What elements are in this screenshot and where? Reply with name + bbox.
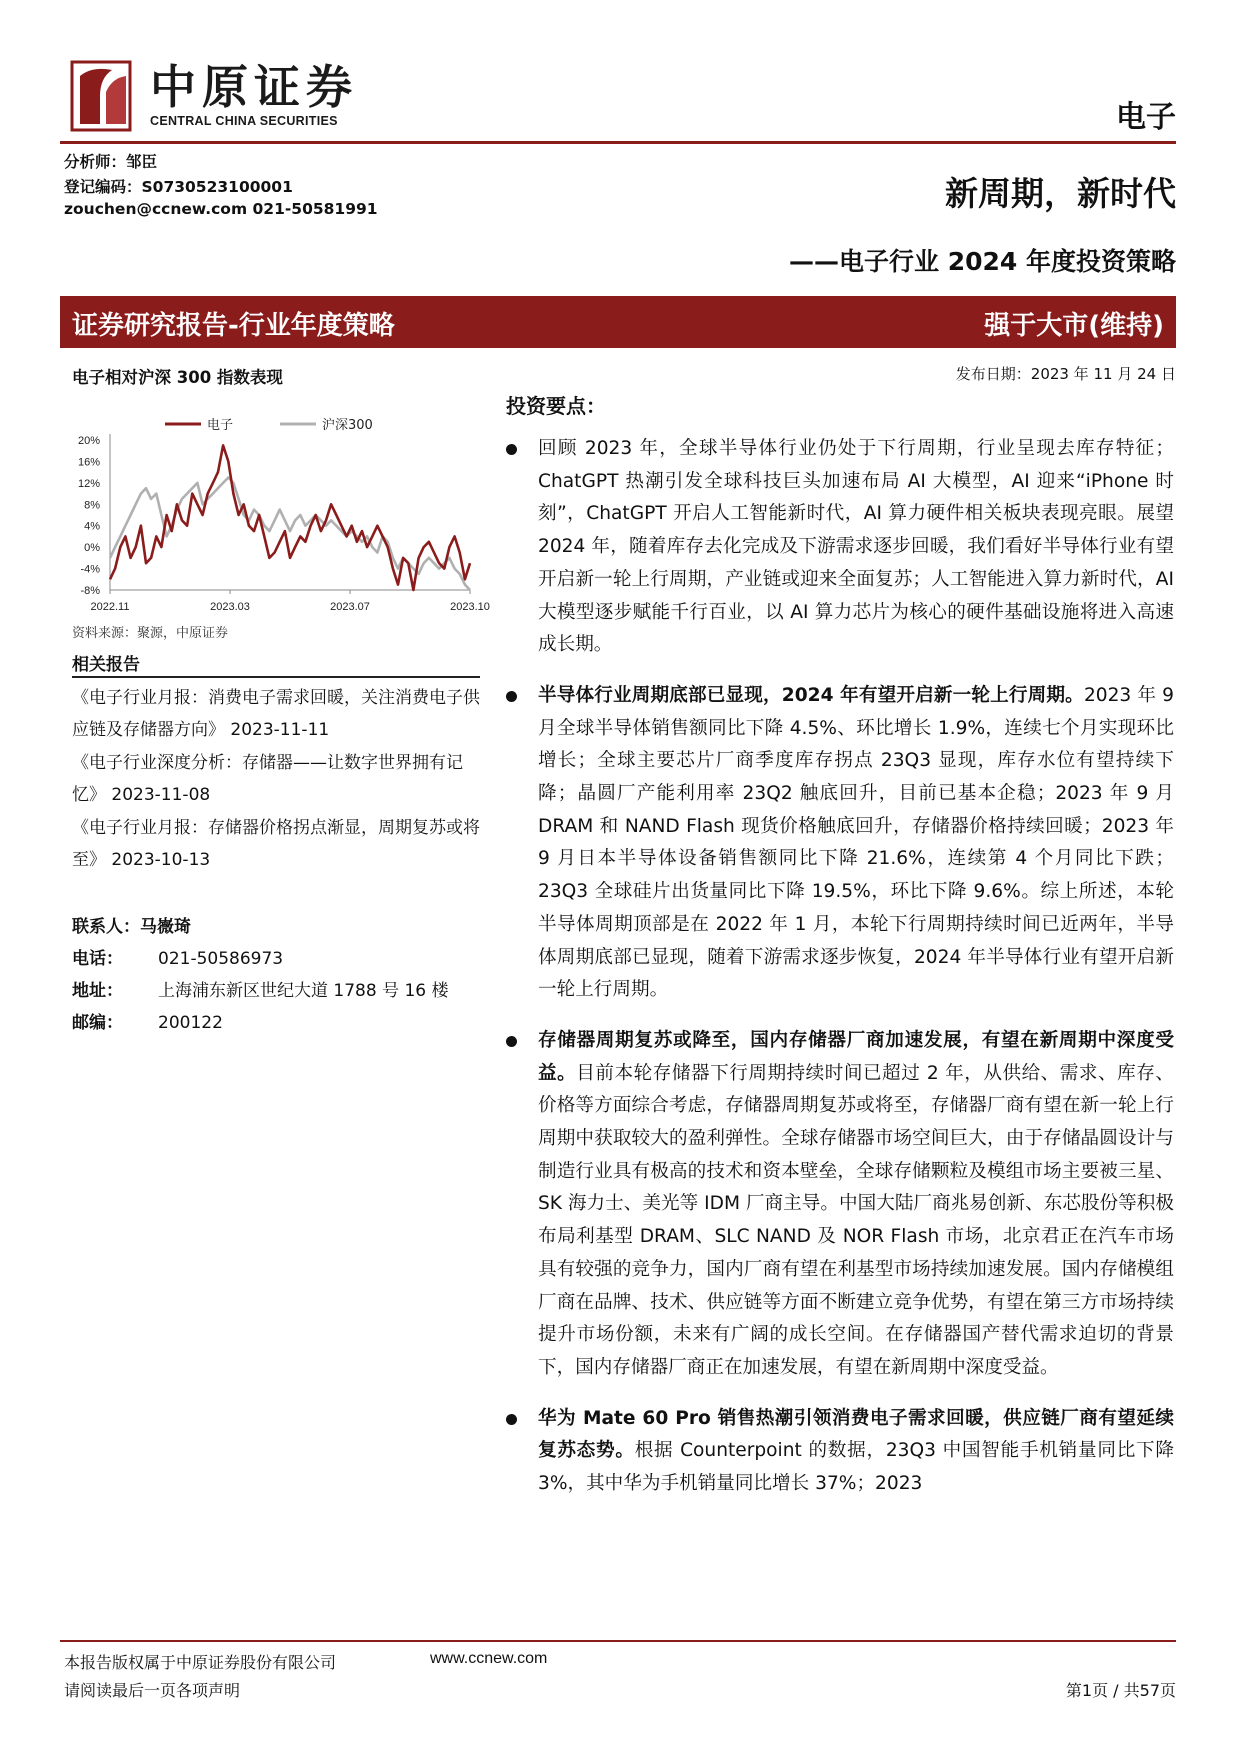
analyst-registration: 登记编码：S0730523100001 (64, 178, 293, 196)
report-type-banner (60, 296, 1176, 348)
contact-person-row (72, 912, 191, 937)
legend-label: 沪深300 (322, 418, 373, 433)
analyst-contact: zouchen@ccnew.com 021-50581991 (64, 200, 378, 218)
contact-person-label: 联系人： (72, 917, 140, 937)
highlight-item (506, 433, 1174, 662)
contact-address: 上海浦东新区世纪大道 1788 号 16 楼 (158, 981, 449, 1001)
related-reports-heading: 相关报告 (72, 655, 140, 675)
y-tick-label: 4% (84, 520, 100, 533)
footer-copyright: 本报告版权属于中原证券股份有限公司 (64, 1653, 337, 1672)
footer-url[interactable]: www.ccnew.com (430, 1650, 548, 1667)
header-divider (60, 141, 1176, 144)
highlight-text: 回顾 2023 年，全球半导体行业仍处于下行周期，行业呈现去库存特征；ChatGPT 热潮引发全球科技巨头加速布局 AI 大模型，AI 迎来“iPhone 时刻”，ChatGPT 开启人工智能新时代，AI 算力硬件相关板块表现亮眼。展望 2024 年，随着库存去化完成及下游需求逐步回暖，我们看好半导体行业有望开启新一轮上行周期，产业链或迎来全面复苏；人工智能进入算力新时代，AI 大模型逐步赋能千行百业，以 AI 算力芯片为核心的硬件基础设施将进入高速成长期。 (538, 438, 1174, 656)
investment-highlights-heading: 投资要点： (506, 394, 606, 418)
report-subtitle: ——电子行业 2024 年度投资策略 (789, 247, 1176, 276)
industry-label: 电子 (1116, 100, 1176, 135)
highlight-text: 目前本轮存储器下行周期持续时间已超过 2 年，从供给、需求、库存、价格等方面综合考虑，存储器周期复苏或将至，存储器厂商有望在新一轮上行周期中获取较大的盈利弹性。全球存储器市场空间巨大，由于存储晶圆设计与制造行业具有极高的技术和资本壁垒，全球存储颗粒及模组市场主要被三星、SK 海力士、美光等 IDM 厂商主导。中国大陆厂商兆易创新、东芯股份等积极布局利基型 DRAM、SLC NAND 及 NOR Flash 市场，北京君正在汽车市场具有较强的竞争力，国内厂商有望在利基型市场持续加速发展。国内存储模组厂商在品牌、技术、供应链等方面不断建立竞争优势，有望在第三方市场持续提升市场份额，未来有广阔的成长空间。在存储器国产替代需求迫切的背景下，国内存储器厂商正在加速发展，有望在新周期中深度受益。 (538, 1062, 1174, 1378)
related-reports-divider (72, 676, 480, 678)
contact-zip-label: 邮编： (72, 1013, 123, 1033)
chart-source: 资料来源：聚源，中原证券 (72, 626, 229, 641)
contact-person: 马嶶琦 (140, 917, 191, 937)
performance-chart (70, 400, 490, 620)
y-tick-label: 8% (84, 499, 100, 512)
y-tick-label: -8% (80, 585, 100, 597)
highlight-item (506, 1403, 1174, 1501)
related-report-item[interactable]: 《电子行业深度分析：存储器——让数字世界拥有记忆》 2023-11-08 (72, 753, 463, 805)
company-logo-icon (72, 62, 130, 130)
related-report-item[interactable]: 《电子行业月报：消费电子需求回暖，关注消费电子供应链及存储器方向》 2023-11-11 (72, 688, 480, 740)
legend-label: 电子 (207, 418, 234, 433)
bullet-icon (506, 691, 517, 702)
chart-title: 电子相对沪深 300 指数表现 (72, 368, 283, 387)
series-line (110, 445, 470, 590)
highlight-text: 2023 年 9 月全球半导体销售额同比下降 4.5%、环比增长 1.9%，连续七个月实现环比增长；全球主要芯片厂商季度库存拐点 23Q3 显现，库存水位有望持续下降；晶圆厂产能利用率 23Q2 触底回升，目前已基本企稳；2023 年 9 月 DRAM 和 NAND Flash 现货价格触底回升，存储器价格持续回暖；2023 年 9 月日本半导体设备销售额同比下降 21.6%，连续第 4 个月同比下跌；23Q3 全球硅片出货量同比下降 19.5%，环比下降 9.6%。综上所述，本轮半导体周期顶部是在 2022 年 1 月，本轮下行周期持续时间已近两年，半导体周期底部已显现，随着下游需求逐步恢复，2024 年半导体行业有望开启新一轮上行周期。 (538, 684, 1174, 1001)
footer-page-number: 第1页 / 共57页 (1065, 1681, 1176, 1700)
logo-english-name: CENTRAL CHINA SECURITIES (150, 114, 338, 128)
y-tick-label: 12% (77, 477, 100, 490)
highlight-text: 根据 Counterpoint 的数据，23Q3 中国智能手机销量同比下降 3%，其中华为手机销量同比增长 37%；2023 (538, 1440, 1174, 1495)
y-tick-label: -4% (80, 563, 100, 576)
bullet-icon (506, 1036, 517, 1047)
x-tick-label: 2023.10 (450, 601, 490, 613)
contact-phone: 021-50586973 (158, 949, 284, 969)
rating: 强于大市(维持) (984, 311, 1164, 341)
contact-address-row (72, 976, 449, 1001)
bullet-icon (506, 444, 517, 455)
contact-phone-row (72, 944, 283, 969)
highlight-lead: 存储器周期复苏或降至，国内存储器厂商加速发展，有望在新周期中深度受益。 (538, 1029, 1174, 1084)
bullet-icon (506, 1414, 517, 1425)
contact-zip: 200122 (158, 1013, 223, 1033)
footer-notice: 请阅读最后一页各项声明 (64, 1681, 241, 1700)
investment-highlights (506, 433, 1174, 1519)
highlight-item (506, 680, 1174, 1007)
highlight-lead: 华为 Mate 60 Pro 销售热潮引领消费电子需求回暖，供应链厂商有望延续复苏态势。 (538, 1407, 1174, 1462)
x-tick-label: 2022.11 (90, 601, 130, 613)
contact-address-label: 地址： (72, 981, 123, 1001)
analyst-name: 分析师：邹臣 (64, 153, 158, 171)
x-tick-label: 2023.03 (210, 601, 250, 613)
footer-divider (60, 1640, 1176, 1642)
logo-chinese-name: 中原证券 (150, 60, 358, 114)
report-type: 证券研究报告-行业年度策略 (72, 311, 395, 341)
contact-phone-label: 电话： (72, 949, 123, 969)
line-chart-svg (70, 400, 490, 620)
contact-zip-row (72, 1008, 223, 1033)
publish-date: 发布日期：2023 年 11 月 24 日 (955, 365, 1176, 383)
x-tick-label: 2023.07 (330, 601, 370, 613)
y-tick-label: 20% (77, 435, 100, 447)
y-tick-label: 0% (84, 542, 100, 555)
highlight-item (506, 1025, 1174, 1385)
y-tick-label: 16% (77, 456, 100, 469)
report-title: 新周期，新时代 (945, 174, 1176, 213)
related-report-item[interactable]: 《电子行业月报：存储器价格拐点渐显，周期复苏或将至》 2023-10-13 (72, 818, 480, 870)
highlight-lead: 半导体行业周期底部已显现，2024 年有望开启新一轮上行周期。 (538, 684, 1084, 706)
